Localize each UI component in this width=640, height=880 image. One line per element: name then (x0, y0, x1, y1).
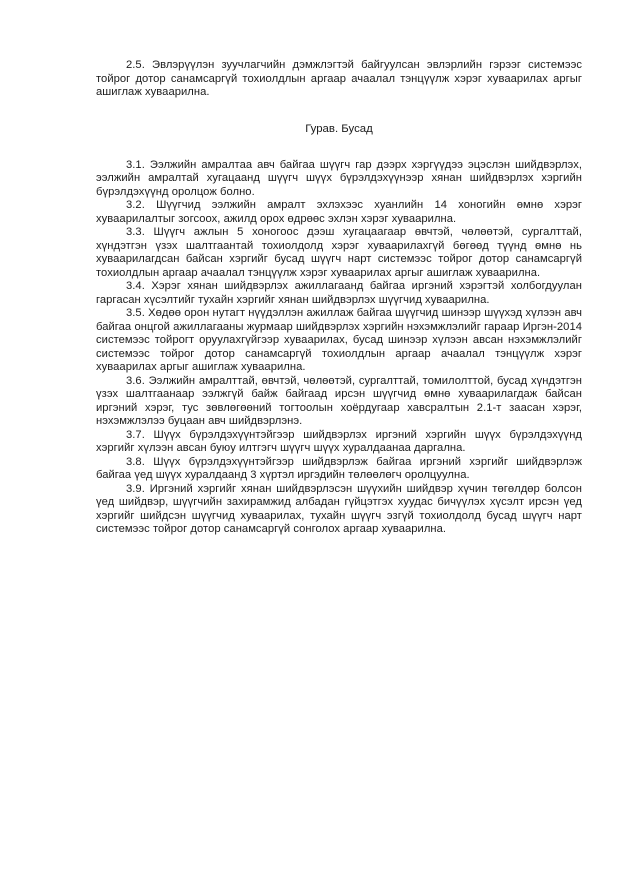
section-heading: Гурав. Бусад (305, 122, 373, 135)
paragraph-2-5: 2.5. Эвлэрүүлэн зуучлагчийн дэмжлэгтэй байгуулсан эвлэрлийн гэрээг системээс тойрог дотор санамсаргүй тохиолдлын аргаар ачаалал тэнцүүлж хэрэг хуваарилах аргыг ашиглаж хуваарилна. (96, 59, 582, 98)
paragraph-3-2: 3.2. Шүүгчид ээлжийн амралт эхлэхээс хуанлийн 14 хоногийн өмнө хэрэг хуваарилалтыг зогсоох, ажилд орох өдрөөс эхлэн хэрэг хуваарилна. (96, 199, 582, 225)
paragraph-3-5: 3.5. Хөдөө орон нутагт нүүдэллэн ажиллаж байгаа шүүгчид шинээр шүүхэд хүлээн авч байгаа онцгой ажиллагааны журмаар шийдвэрлэх хэргийн нэхэмжлэлийг гараар Иргэн-2014 системээс тойрогт оруулахгүйгээр хуваарилах, бусад шинээр хүлээн авсан нэхэмжлэлийг системээс тойрог дотор санамсаргүй тохиолдлын аргаар ачаалал тэнцүүлж хэрэг хуваарилах аргыг ашиглаж хуваарилна. (96, 307, 582, 373)
paragraph-3-3: 3.3. Шүүгч ажлын 5 хоногоос дээш хугацаагаар өвчтэй, чөлөөтэй, сургалттай, хүндэтгэн үзэх шалтгаантай тохиолдолд хэрэг хуваарилахгүй бөгөөд түүнд өмнө нь хуваарилагдсан байсан хэргийг бусад шүүгч нарт системээс тойрог дотор санамсаргүй тохиолдлын аргаар ачаалал тэнцүүлж хэрэг хуваарилах аргыг ашиглаж хуваарилна. (96, 226, 582, 279)
paragraph-3-9: 3.9. Иргэний хэргийг хянан шийдвэрлэсэн шүүхийн шийдвэр хүчин төгөлдөр болсон үед шийдвэр, шүүгчийн захирамжид албадан гүйцэтгэх хуудас бичүүлэх хүсэлт ирсэн үед хэргийг шийдсэн шүүгчид хуваарилах, тухайн шүүгч эзгүй тохиолдолд бусад шүүгч нарт системээс тойрог дотор санамсаргүй сонголох аргаар хуваарилна. (96, 482, 582, 535)
document-body (96, 59, 582, 537)
paragraph-3-1: 3.1. Ээлжийн амралтаа авч байгаа шүүгч гар дээрх хэргүүдээ эцэслэн шийдвэрлэх, ээлжийн амралтай хугацаанд шүүгч шүүх бүрэлдэхүүнээр хянан шийдвэрлэх хэргийн бүрэлдэхүүнд оролцож болно. (96, 158, 582, 198)
paragraph-3-8: 3.8. Шүүх бүрэлдэхүүнтэйгээр шийдвэрлэж байгаа иргэний хэргийг шийдвэрлэж байгаа үед шүүх хуралдаанд 3 хүртэл иргэдийн төлөөлөгч оролцуулна. (96, 455, 582, 481)
paragraph-3-6: 3.6. Ээлжийн амралттай, өвчтэй, чөлөөтэй, сургалттай, томилолттой, бусад хүндэтгэн үзэх шалтгаанаар ээлжгүй байж байгаад ирсэн шүүгчид өмнө хуваарилагдаж байсан иргэний хэрэг, тус зөвлөгөөний тогтоолын хоёрдугаар хавсралтын 2.1-т заасан хэрэг, нэхэмжлэлээ буцаан авч шийдвэрлэнэ. (96, 374, 582, 427)
paragraph-3-7: 3.7. Шүүх бүрэлдэхүүнтэйгээр шийдвэрлэх иргэний хэргийн шүүх бүрэлдэхүүнд хэргийг хүлээн авсан буюу илтгэгч шүүгч шүүх хуралдаанаа даргална. (96, 428, 582, 454)
paragraph-3-4: 3.4. Хэрэг хянан шийдвэрлэх ажиллагаанд байгаа иргэний хэрэгтэй холбогдуулан гаргасан хүсэлтийг тухайн хэргийг хянан шийдвэрлэх шүүгчид хуваарилна. (96, 280, 582, 306)
